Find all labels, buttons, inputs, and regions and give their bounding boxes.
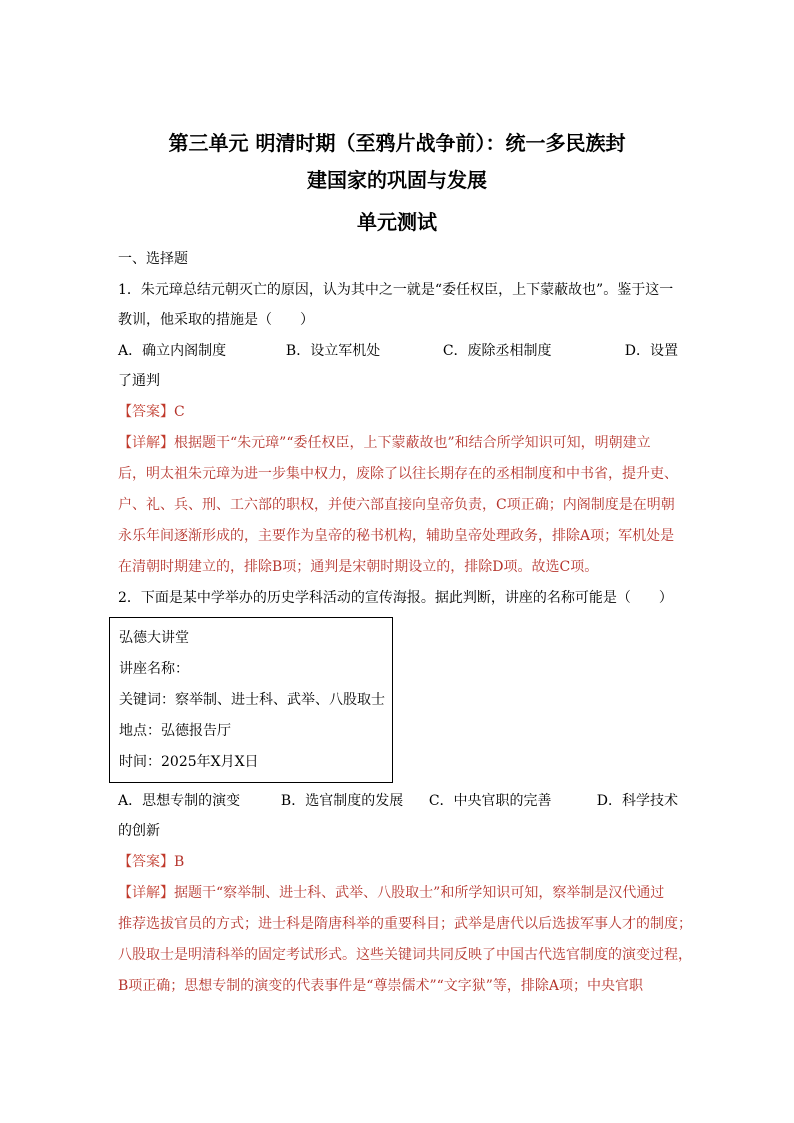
q2-option-d: D．科学技术: [596, 793, 678, 809]
q2-poster: [109, 617, 393, 783]
q1-stem-line-1: 1．朱元璋总结元朝灭亡的原因，认为其中之一就是“委任权臣，上下蒙蔽故也”。鉴于这一: [118, 282, 674, 298]
poster-line-5: 时间：2025年X月X日: [119, 754, 259, 770]
q1-detail-line-5: 在清朝时期建立的，排除B项；通判是宋朝时期设立的，排除D项。故选C项。: [118, 559, 599, 575]
q1-detail-tag: 【详解】: [118, 435, 174, 451]
document-subtitle: 单元测试: [357, 210, 437, 234]
q2-option-c: C．中央官职的完善: [428, 793, 552, 809]
poster-line-3: 关键词：察举制、进士科、武举、八股取士: [119, 692, 385, 708]
q1-stem-line-2: 教训，他采取的措施是（ ）: [118, 312, 314, 328]
q1-detail-line-2: 后，明太祖朱元璋为进一步集中权力，废除了以往长期存在的丞相制度和中书省，提升吏、: [118, 466, 678, 482]
q2-detail-tag: 【详解】: [118, 885, 174, 901]
q1-option-d: D．设置: [624, 343, 678, 359]
poster-line-2: 讲座名称：: [119, 661, 189, 677]
q2-detail-line-4: B项正确；思想专制的演变的代表事件是“尊崇儒术”“文字狱”等，排除A项；中央官职: [118, 978, 644, 994]
q2-detail-line-1: [118, 878, 678, 908]
poster-line-1: 弘德大讲堂: [119, 630, 189, 646]
q2-detail-line-2: 推荐选拔官员的方式；进士科是隋唐科举的重要科目；武举是唐代以后选拔军事人才的制度；: [118, 916, 692, 932]
q1-answer-tag: 【答案】: [118, 404, 174, 420]
section-heading: 一、选择题: [118, 251, 188, 267]
q1-option-c: C．废除丞相制度: [442, 343, 552, 359]
q2-option-a: A．思想专制的演变: [118, 793, 241, 809]
q1-detail-text-1: 根据题干“朱元璋”“委任权臣，上下蒙蔽故也”和结合所学知识可知，明朝建立: [174, 435, 651, 451]
q1-detail-line-1: [118, 428, 678, 458]
q1-option-b: B．设立军机处: [285, 343, 381, 359]
q1-answer: [118, 397, 678, 427]
q2-answer: [118, 847, 678, 877]
q1-detail-line-4: 永乐年间逐渐形成的，主要作为皇帝的秘书机构，辅助皇帝处理政务，排除A项；军机处是: [118, 528, 675, 544]
q1-option-d-continued: 了通判: [118, 373, 160, 389]
q2-options: [118, 786, 678, 816]
q2-detail-text-1: 据题干“察举制、进士科、武举、八股取士”和所学知识可知，察举制是汉代通过: [174, 885, 665, 901]
poster-line-4: 地点：弘德报告厅: [119, 723, 231, 739]
document-title-line-1: 第三单元 明清时期（至鸦片战争前）：统一多民族封: [168, 131, 626, 155]
q2-stem: 2．下面是某中学举办的历史学科活动的宣传海报。据此判断，讲座的名称可能是（ ）: [118, 590, 673, 606]
q2-detail-line-3: 八股取士是明清科举的固定考试形式。这些关键词共同反映了中国古代选官制度的演变过程，: [118, 947, 692, 963]
q1-answer-value: C: [174, 404, 185, 420]
q1-option-a: A．确立内阁制度: [118, 343, 227, 359]
q2-option-d-continued: 的创新: [118, 823, 160, 839]
q2-answer-value: B: [174, 854, 185, 870]
document-title-line-2: 建国家的巩固与发展: [307, 168, 487, 192]
q2-option-b: B．选官制度的发展: [280, 793, 404, 809]
q1-options: [118, 336, 678, 366]
q1-detail-line-3: 户、礼、兵、刑、工六部的职权，并使六部直接向皇帝负责，C项正确；内阁制度是在明朝: [118, 497, 675, 513]
q2-answer-tag: 【答案】: [118, 854, 174, 870]
